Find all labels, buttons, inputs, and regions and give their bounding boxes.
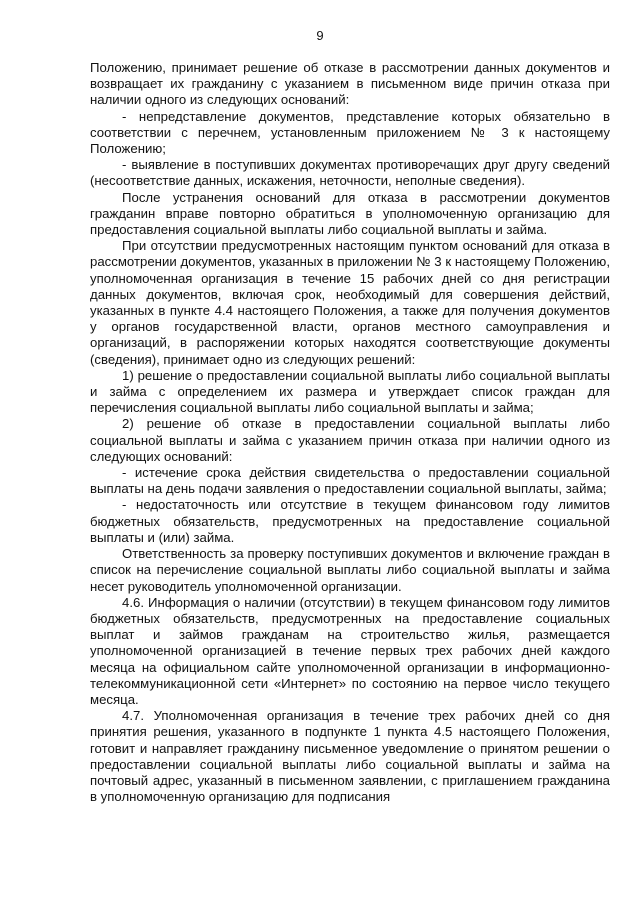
paragraph-10: Ответственность за проверку поступивших документов и включение граждан в список на перечисление социальной выплаты либо социальной выплаты и займа несет руководитель уполномоченной организации. (90, 546, 610, 594)
paragraph-5: При отсутствии предусмотренных настоящим пунктом оснований для отказа в рассмотрении документов, указанных в приложении № 3 к настоящему Положению, уполномоченная организация в течение 15 рабочих дней со дня регистрации данных документов, включая срок, необходимый для совершения действий, указанных в пункте 4.4 настоящего Положения, а также для получения документов у органов государственной власти, органов местного самоуправления и организаций, в распоряжении которых находятся соответствующие документы (сведения), принимает одно из следующих решений: (90, 238, 610, 367)
paragraph-11: 4.6. Информация о наличии (отсутствии) в текущем финансовом году лимитов бюджетных обязательств, предусмотренных на предоставление социальных выплат и займов гражданам на строительство жилья, размещается уполномоченной организацией в течение первых трех рабочих дней каждого месяца на официальном сайте уполномоченной организации в информационно-телекоммуникационной сети «Интернет» по состоянию на первое число текущего месяца. (90, 594, 610, 707)
page-number: 9 (316, 28, 324, 43)
paragraph-3: - выявление в поступивших документах противоречащих друг другу сведений (несоответствие данных, искажения, неточности, неполные сведения). (90, 157, 610, 189)
paragraph-1: Положению, принимает решение об отказе в рассмотрении данных документов и возвращает их гражданину с указанием в письменном виде причин отказа при наличии одного из следующих оснований: (90, 60, 610, 108)
paragraph-6: 1) решение о предоставлении социальной выплаты либо социальной выплаты и займа с определением их размера и утверждает список граждан для перечисления социальной выплаты либо социальной выплаты и займа; (90, 367, 610, 416)
paragraph-8: - истечение срока действия свидетельства о предоставлении социальной выплаты на день подачи заявления о предоставлении социальной выплаты, займа; (90, 465, 610, 497)
paragraph-4: После устранения оснований для отказа в рассмотрении документов гражданин вправе повторно обратиться в уполномоченную организацию для предоставления социальной выплаты либо социальной выплаты и займа. (90, 189, 610, 238)
paragraph-9: - недостаточность или отсутствие в текущем финансовом году лимитов бюджетных обязательств, предусмотренных на предоставление социальной выплаты и (или) займа. (90, 497, 610, 545)
paragraph-12: 4.7. Уполномоченная организация в течение трех рабочих дней со дня принятия решения, указанного в подпункте 1 пункта 4.5 настоящего Положения, готовит и направляет гражданину письменное уведомление о принятом решении о предоставлении социальной выплаты либо социальной выплаты и займа на почтовый адрес, указанный в письменном заявлении, с приглашением гражданина в уполномоченную организацию для подписания (90, 708, 610, 805)
document-body (90, 60, 610, 805)
paragraph-2: - непредставление документов, представление которых обязательно в соответствии с перечнем, установленным приложением № 3 к настоящему Положению; (90, 108, 610, 157)
paragraph-7: 2) решение об отказе в предоставлении социальной выплаты либо социальной выплаты и займа с указанием причин отказа при наличии одного из следующих оснований: (90, 416, 610, 464)
